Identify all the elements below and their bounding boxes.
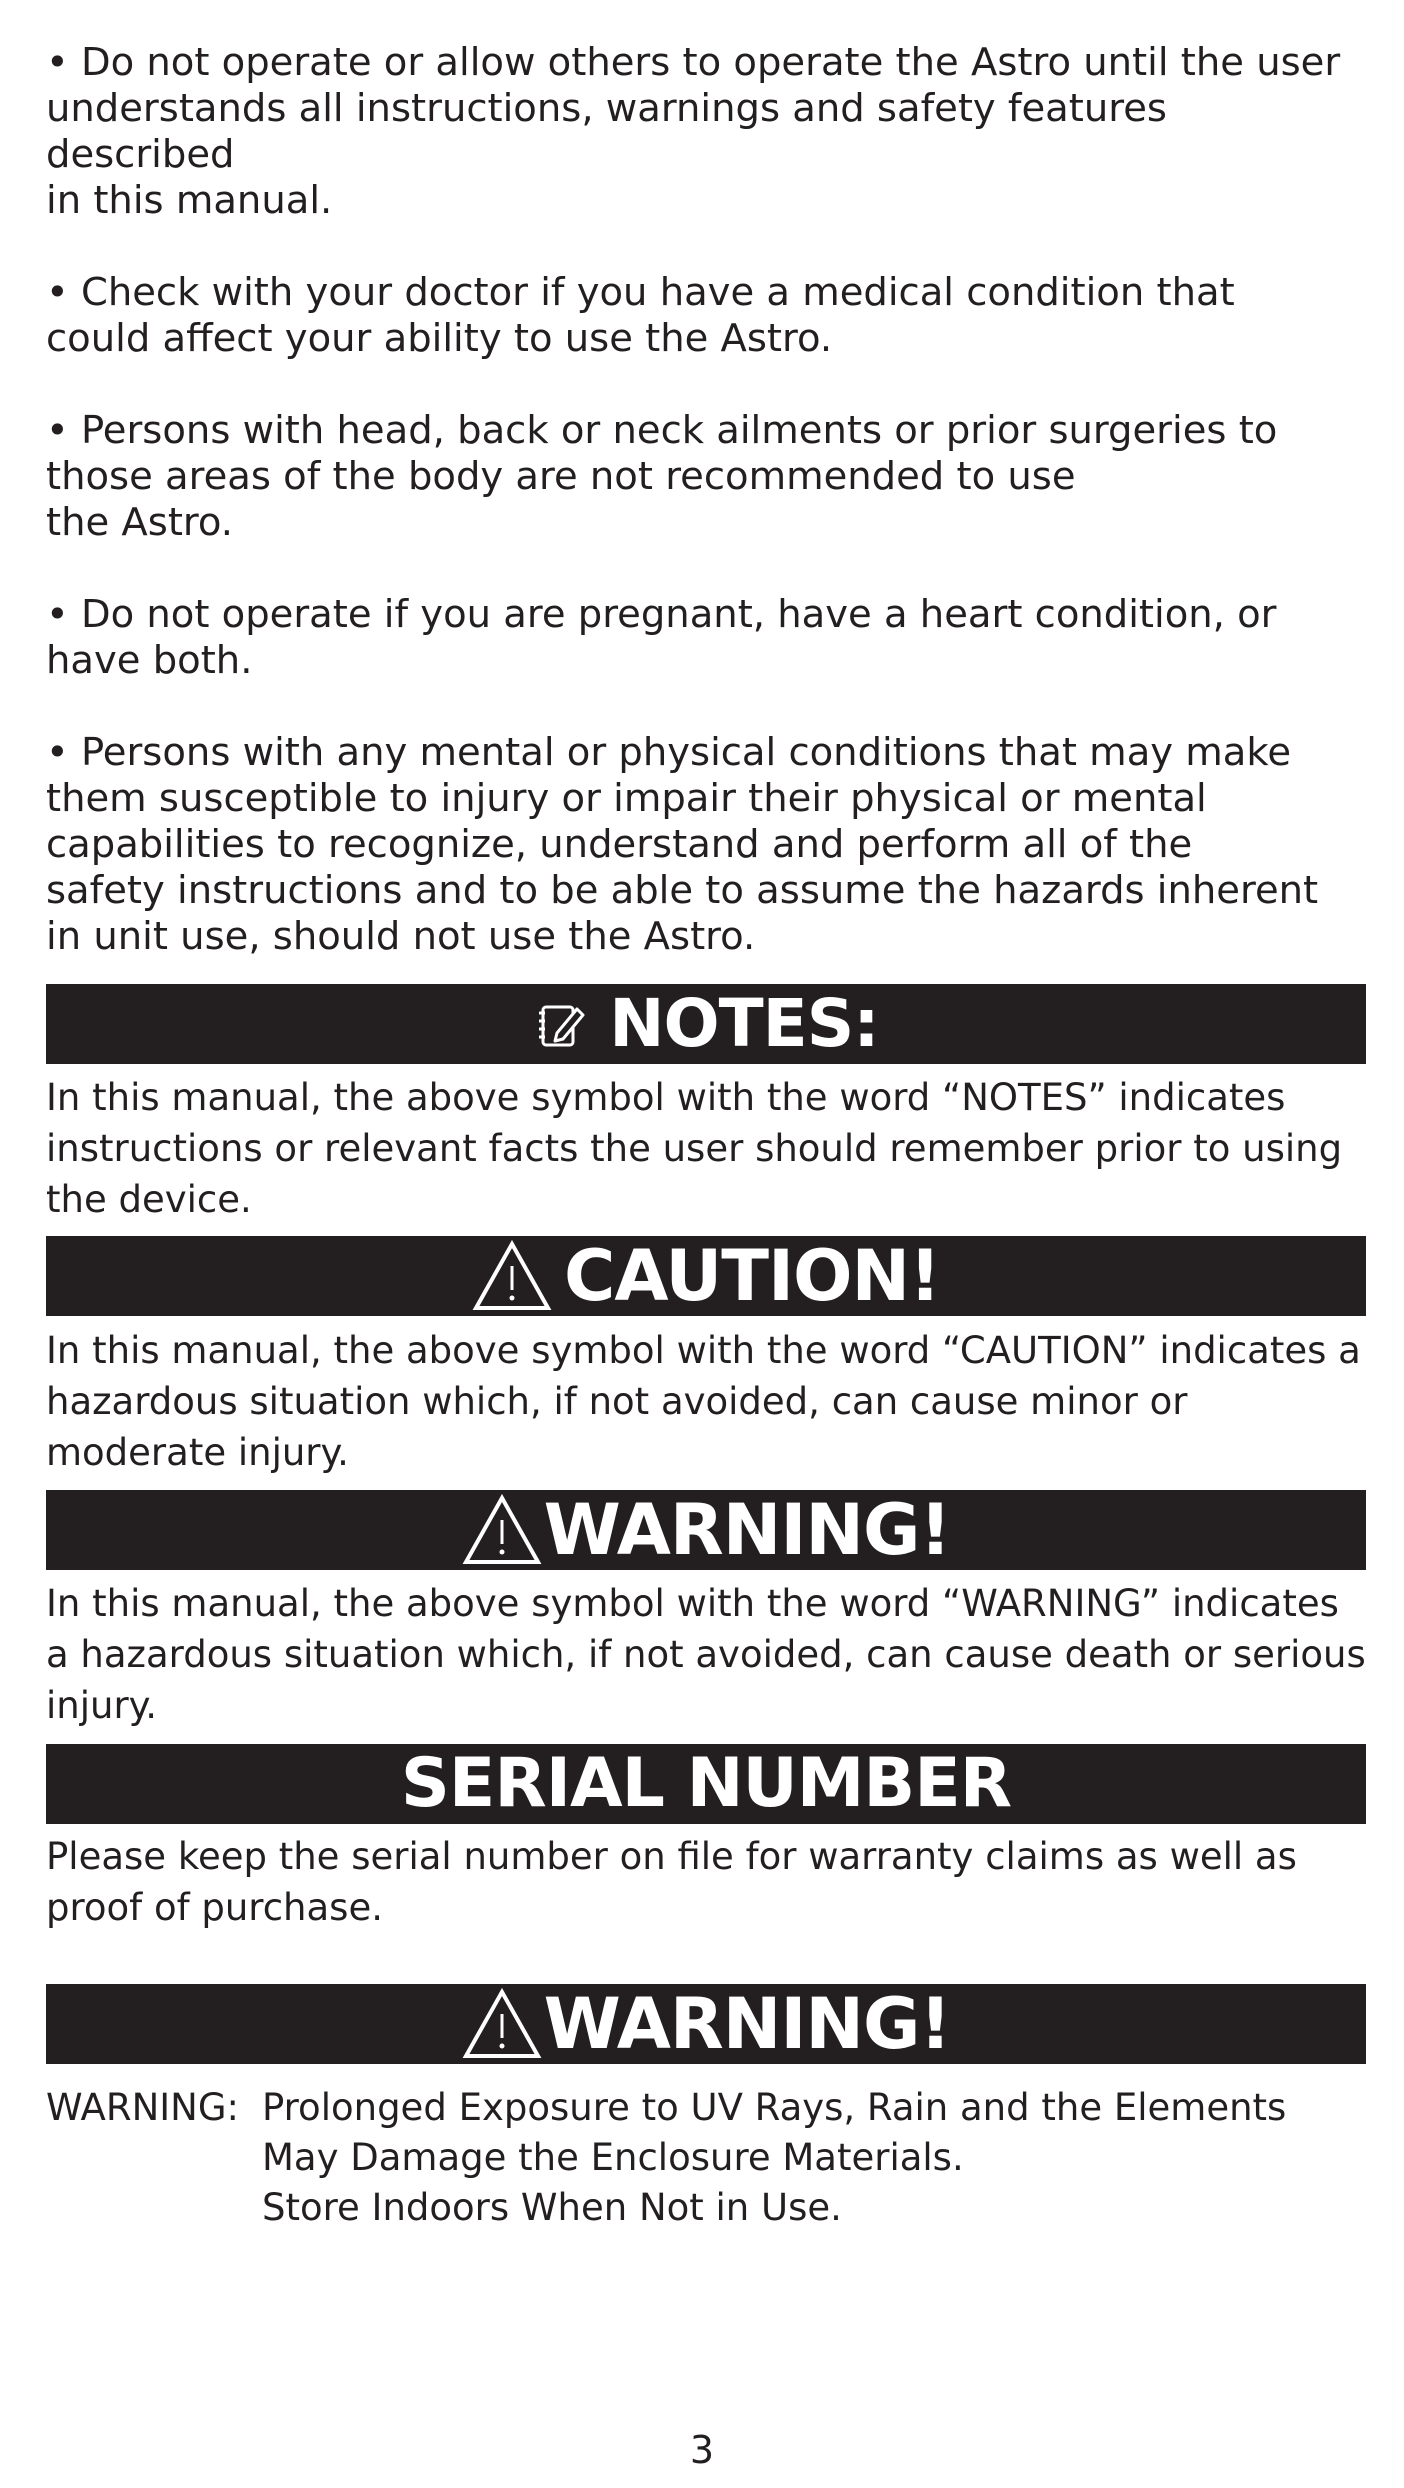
serial-number-description: Please keep the serial number on file for warranty claims as well as proof of purchase. xyxy=(46,1835,1297,1929)
safety-bullet: • Persons with any mental or physical conditions that may make them susceptible to injury or impair their physical or mental capabilities to recognize, understand and perform all of the safety instructions and to be able to assume the hazards inherent in unit use, should not use the Astro. xyxy=(46,730,1319,959)
caution-description: In this manual, the above symbol with the word “CAUTION” indicates a hazardous situation which, if not avoided, can cause minor or moderate injury. xyxy=(46,1329,1361,1474)
warning-triangle-icon xyxy=(472,1240,552,1312)
warning-description: In this manual, the above symbol with the word “WARNING” indicates a hazardous situation which, if not avoided, can cause death or serious injury. xyxy=(46,1582,1366,1727)
uv-warning-line: Store Indoors When Not in Use. xyxy=(262,2186,842,2229)
safety-bullet: • Persons with head, back or neck ailments or prior surgeries to those areas of the body are not recommended to use the Astro. xyxy=(46,408,1278,545)
warning-banner xyxy=(46,1490,1366,1570)
page-number: 3 xyxy=(689,2428,715,2472)
serial-number-banner xyxy=(46,1744,1366,1824)
safety-bullet: • Check with your doctor if you have a medical condition that could affect your ability to use the Astro. xyxy=(46,270,1235,361)
warning-triangle-icon xyxy=(462,1494,542,1566)
uv-warning-label: WARNING: xyxy=(46,2086,239,2129)
warning-2-title: WARNING! xyxy=(543,1983,951,2065)
warning-banner-2 xyxy=(46,1984,1366,2064)
notes-title: NOTES: xyxy=(609,985,879,1062)
uv-warning-line: May Damage the Enclosure Materials. xyxy=(262,2136,964,2179)
notes-description: In this manual, the above symbol with the word “NOTES” indicates instructions or relevant facts the user should remember prior to using the device. xyxy=(46,1076,1343,1221)
safety-bullet-list xyxy=(46,40,1366,960)
notes-banner xyxy=(46,984,1366,1064)
warning-title: WARNING! xyxy=(543,1489,951,1571)
uv-warning-line: Prolonged Exposure to UV Rays, Rain and the Elements xyxy=(262,2086,1287,2129)
uv-warning-lines xyxy=(262,2083,1366,2233)
caution-banner xyxy=(46,1236,1366,1316)
safety-bullet: • Do not operate or allow others to operate the Astro until the user understands all instructions, warnings and safety features described in this manual. xyxy=(46,40,1341,223)
safety-bullet: • Do not operate if you are pregnant, have a heart condition, or have both. xyxy=(46,592,1277,683)
caution-title: CAUTION! xyxy=(563,1235,941,1317)
uv-warning-text xyxy=(46,2083,1366,2233)
warning-triangle-icon xyxy=(462,1988,542,2060)
notepad-pencil-icon xyxy=(533,997,587,1051)
serial-number-title: SERIAL NUMBER xyxy=(400,1744,1012,1823)
